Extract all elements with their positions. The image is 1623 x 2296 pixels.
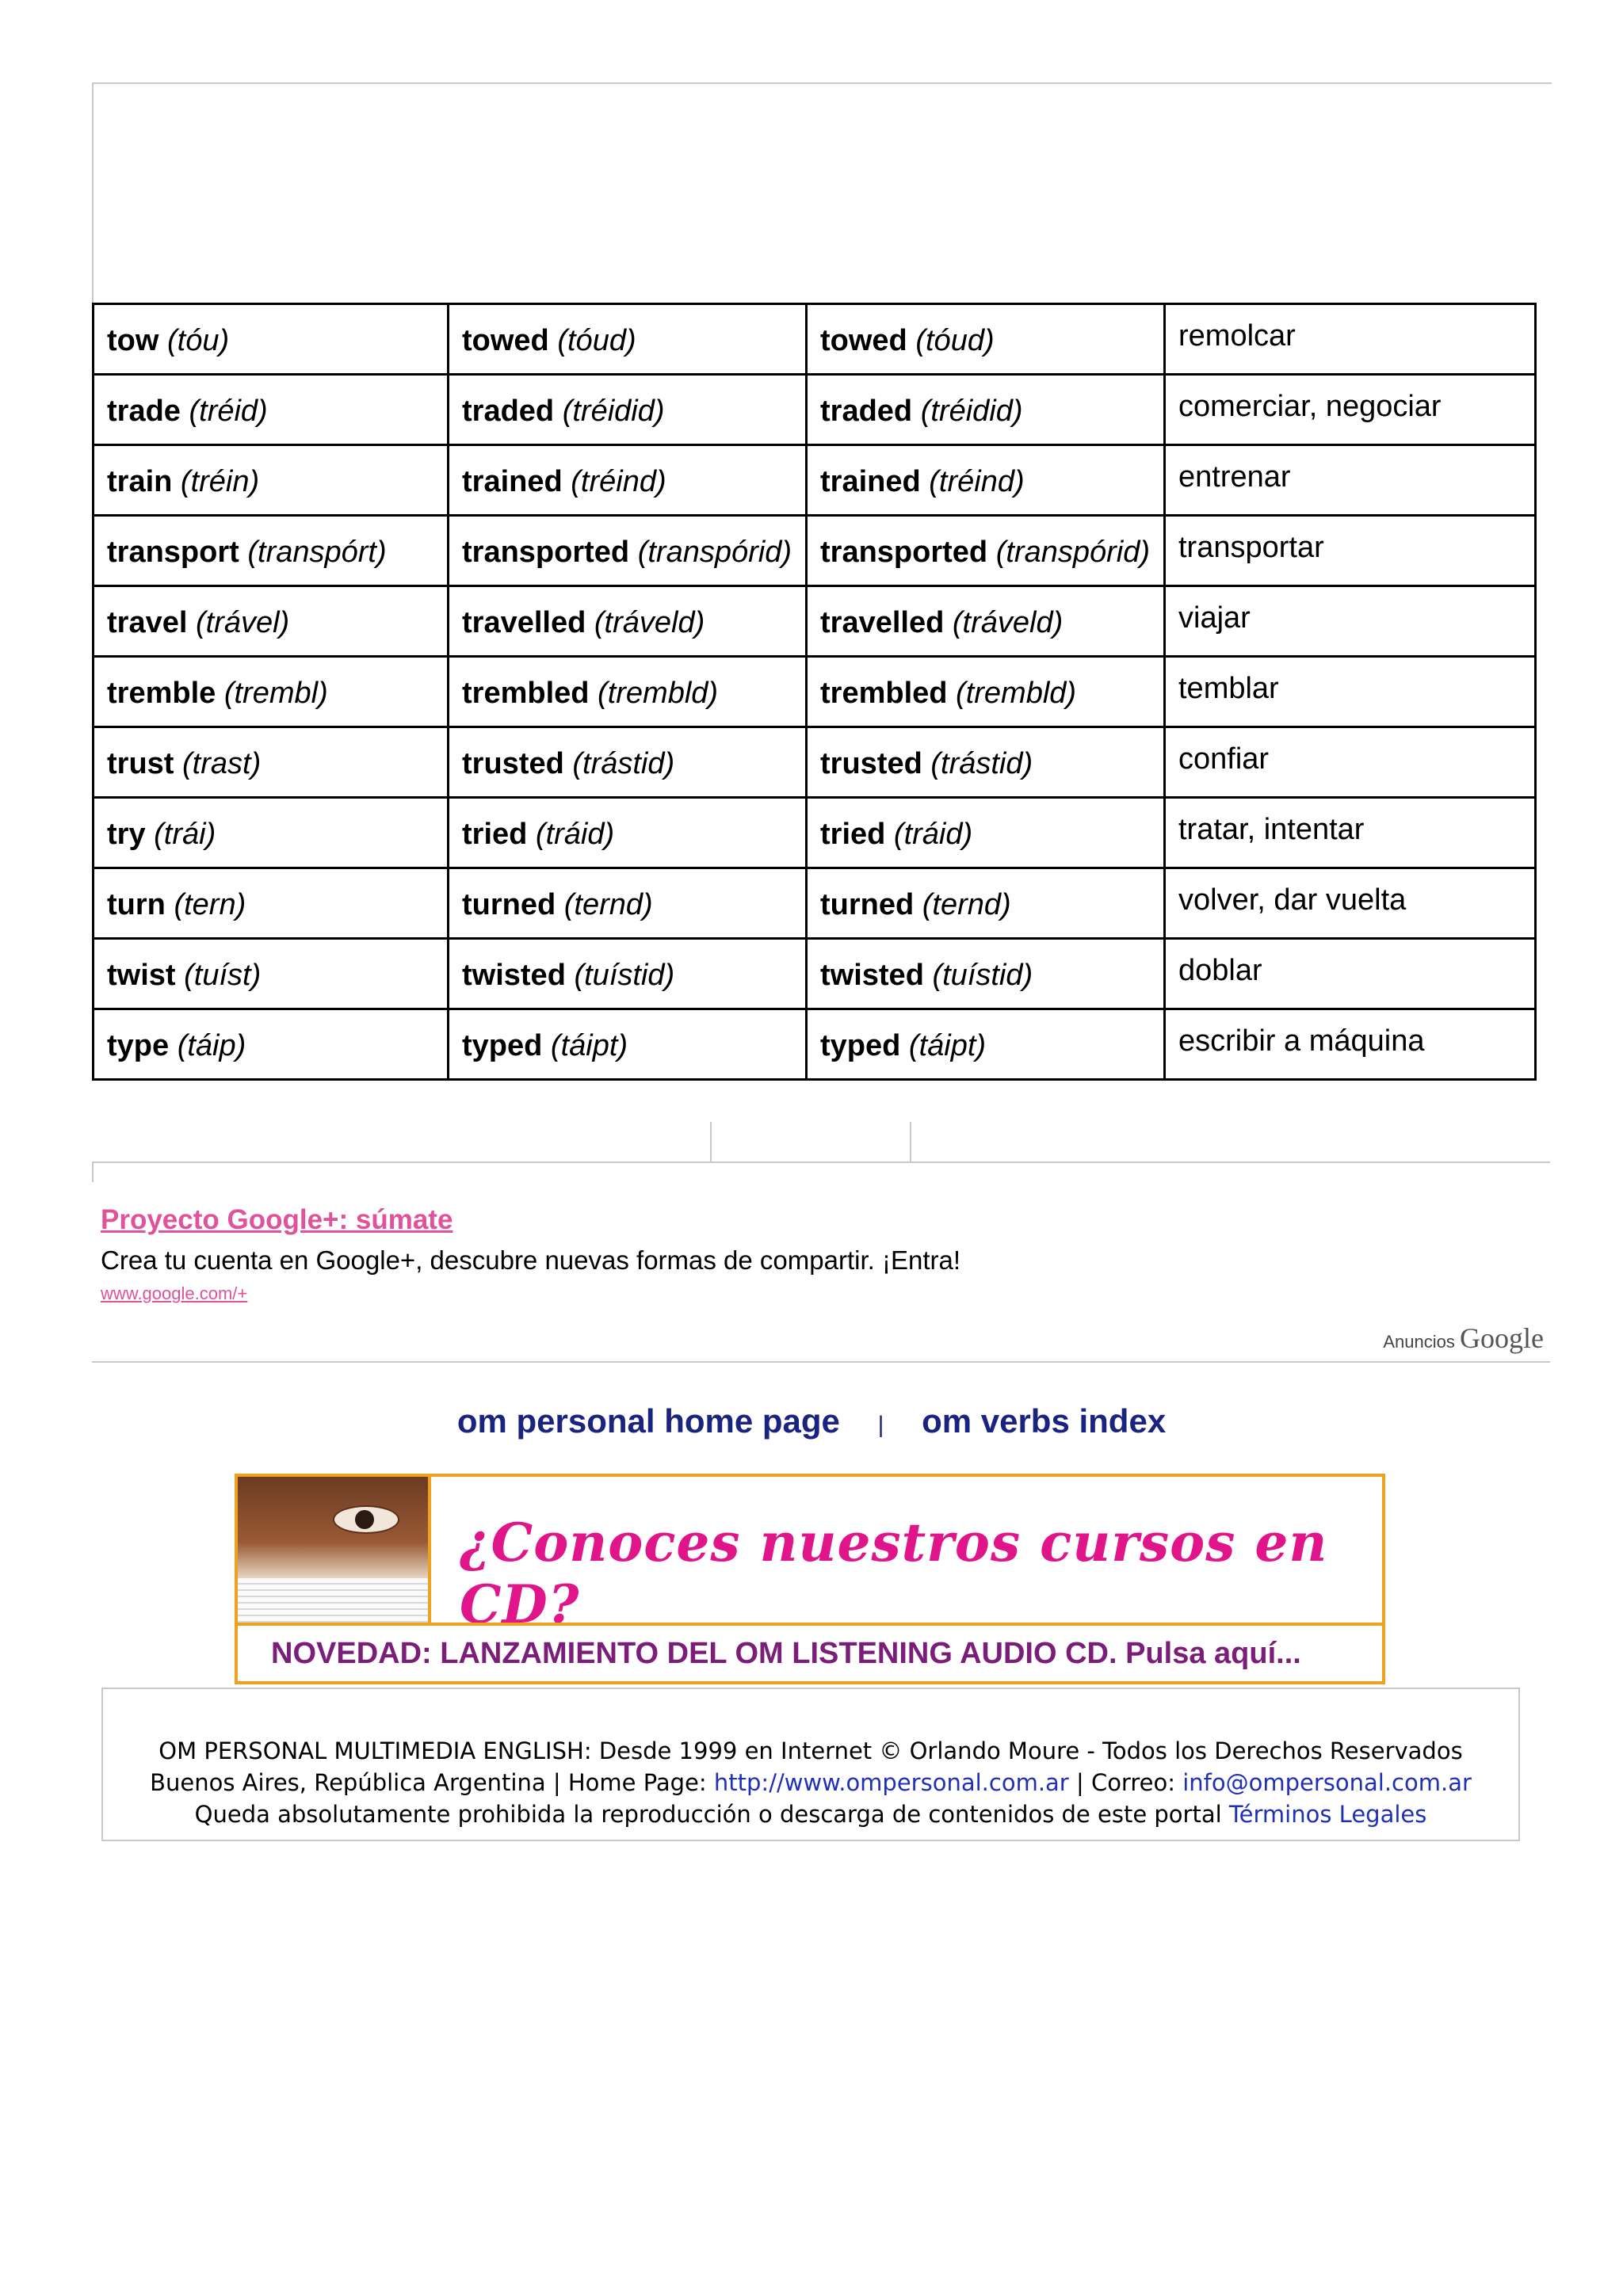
footer-contact-line	[103, 1767, 1518, 1798]
verb-form: tried	[820, 818, 886, 851]
pronunciation: (tern)	[174, 888, 246, 921]
verb-form: tremble	[107, 677, 216, 710]
pronunciation: (tráveld)	[594, 606, 705, 639]
pronunciation: (táip)	[177, 1029, 246, 1062]
pronunciation: (tráid)	[893, 818, 973, 851]
verb-participle-cell	[807, 798, 1165, 868]
pronunciation: (tráid)	[535, 818, 615, 851]
verbs-index-link[interactable]: om verbs index	[922, 1402, 1167, 1440]
pronunciation: (trástid)	[930, 747, 1033, 780]
translation-cell: tratar, intentar	[1165, 798, 1536, 868]
verb-form: turned	[820, 888, 915, 921]
verb-past-cell	[449, 1009, 807, 1080]
verb-form: tried	[462, 818, 528, 851]
verb-form: try	[107, 818, 146, 851]
footer-copyright: OM PERSONAL MULTIMEDIA ENGLISH: Desde 1999 en Internet © Orlando Moure - Todos los Derechos Reservados	[158, 1737, 1463, 1764]
pronunciation: (transpórid)	[637, 536, 792, 569]
pronunciation: (tréidid)	[920, 395, 1023, 428]
verb-form: twisted	[820, 959, 924, 992]
ad-frame-bottom-left	[92, 1161, 94, 1182]
verb-form: trained	[462, 465, 563, 498]
verb-past-cell	[449, 516, 807, 586]
pronunciation: (ternd)	[922, 888, 1011, 921]
pronunciation: (tréidid)	[562, 395, 665, 428]
ads-by-label: Anuncios	[1383, 1332, 1455, 1352]
verb-participle-cell	[807, 1009, 1165, 1080]
ad-frame-bottom-line	[92, 1161, 1550, 1163]
verb-past-cell	[449, 586, 807, 657]
table-under-divider	[710, 1122, 712, 1163]
translation-cell: volver, dar vuelta	[1165, 868, 1536, 939]
pronunciation: (tóu)	[167, 324, 230, 357]
nav-separator: |	[877, 1412, 884, 1438]
translation-cell: escribir a máquina	[1165, 1009, 1536, 1080]
pronunciation: (trembl)	[223, 677, 328, 710]
translation-cell: doblar	[1165, 939, 1536, 1009]
verb-form: tow	[107, 324, 159, 357]
verb-base-cell	[94, 1009, 449, 1080]
pronunciation: (tréind)	[571, 465, 666, 498]
pronunciation: (tóud)	[557, 324, 636, 357]
verb-base-cell	[94, 445, 449, 516]
pronunciation: (trast)	[182, 747, 262, 780]
verb-form: travel	[107, 606, 188, 639]
pronunciation: (táipt)	[908, 1029, 987, 1062]
pronunciation: (trembld)	[598, 677, 719, 710]
verb-row	[94, 657, 1536, 727]
verb-participle-cell	[807, 304, 1165, 375]
translation-cell: transportar	[1165, 516, 1536, 586]
verb-participle-cell	[807, 939, 1165, 1009]
verb-form: trusted	[462, 747, 564, 780]
verb-participle-cell	[807, 516, 1165, 586]
peeking-eye-image	[238, 1477, 431, 1623]
pronunciation: (tuístid)	[574, 959, 675, 992]
footer-mail-label: | Correo:	[1068, 1769, 1183, 1796]
footer-legal-line	[103, 1798, 1518, 1830]
verb-row	[94, 727, 1536, 798]
pronunciation: (tuístid)	[932, 959, 1033, 992]
verb-participle-cell	[807, 586, 1165, 657]
site-nav	[0, 1402, 1623, 1440]
verb-form: transported	[462, 536, 630, 569]
verb-row	[94, 304, 1536, 375]
verb-form: turn	[107, 888, 166, 921]
pronunciation: (trembld)	[956, 677, 1077, 710]
novedad-link[interactable]	[238, 1623, 1382, 1681]
verb-form: transported	[820, 536, 988, 569]
pronunciation: (táipt)	[550, 1029, 628, 1062]
ads-by-google[interactable]	[1383, 1322, 1544, 1355]
verbs-table-body	[94, 304, 1536, 1080]
footer-home-link[interactable]: http://www.ompersonal.com.ar	[713, 1769, 1069, 1796]
verb-row	[94, 445, 1536, 516]
banner-title: ¿Conoces nuestros cursos en CD?	[460, 1512, 1328, 1635]
verb-base-cell	[94, 657, 449, 727]
pronunciation: (ternd)	[563, 888, 653, 921]
site-footer	[101, 1688, 1520, 1841]
verb-form: traded	[462, 395, 555, 428]
verb-form: towed	[462, 324, 549, 357]
translation-cell: entrenar	[1165, 445, 1536, 516]
google-ad	[101, 1204, 960, 1304]
verb-participle-cell	[807, 868, 1165, 939]
verbs-table	[92, 303, 1537, 1081]
verb-row	[94, 516, 1536, 586]
novedad-text: NOVEDAD: LANZAMIENTO DEL OM LISTENING AUDIO CD. Pulsa aquí...	[271, 1637, 1301, 1670]
verb-form: typed	[462, 1029, 543, 1062]
eye-graphic	[333, 1505, 399, 1534]
verb-participle-cell	[807, 657, 1165, 727]
footer-email-link[interactable]: info@ompersonal.com.ar	[1182, 1769, 1472, 1796]
verb-past-cell	[449, 375, 807, 445]
verb-form: trembled	[462, 677, 590, 710]
verb-base-cell	[94, 727, 449, 798]
pronunciation: (tréid)	[189, 395, 268, 428]
verb-form: type	[107, 1029, 170, 1062]
verb-past-cell	[449, 657, 807, 727]
verb-participle-cell	[807, 727, 1165, 798]
verb-row	[94, 586, 1536, 657]
translation-cell: comerciar, negociar	[1165, 375, 1536, 445]
verb-base-cell	[94, 868, 449, 939]
verb-form: trained	[820, 465, 921, 498]
verb-form: towed	[820, 324, 907, 357]
paper-graphic	[238, 1578, 428, 1623]
verb-form: twist	[107, 959, 176, 992]
google-logo: Google	[1460, 1322, 1544, 1354]
ad-separator	[92, 1361, 1550, 1363]
ad-frame-top	[92, 82, 1552, 303]
verb-past-cell	[449, 798, 807, 868]
translation-cell: viajar	[1165, 586, 1536, 657]
pronunciation: (tuíst)	[184, 959, 262, 992]
verb-base-cell	[94, 586, 449, 657]
translation-cell: remolcar	[1165, 304, 1536, 375]
verb-row	[94, 798, 1536, 868]
pronunciation: (tráveld)	[952, 606, 1064, 639]
verb-participle-cell	[807, 375, 1165, 445]
verb-form: trembled	[820, 677, 948, 710]
verb-past-cell	[449, 868, 807, 939]
verb-past-cell	[449, 445, 807, 516]
verb-row	[94, 939, 1536, 1009]
verb-form: trusted	[820, 747, 922, 780]
footer-prohibition: Queda absolutamente prohibida la reproducción o descarga de contenidos de este portal	[194, 1801, 1229, 1828]
verb-participle-cell	[807, 445, 1165, 516]
verb-form: travelled	[820, 606, 945, 639]
verb-row	[94, 868, 1536, 939]
pronunciation: (transpórid)	[995, 536, 1150, 569]
verb-form: turned	[462, 888, 556, 921]
home-page-link[interactable]: om personal home page	[456, 1402, 840, 1440]
pronunciation: (trável)	[195, 606, 290, 639]
footer-location: Buenos Aires, República Argentina | Home Page:	[150, 1769, 714, 1796]
verb-base-cell	[94, 304, 449, 375]
ad-title-link[interactable]: Proyecto Google+: súmate	[101, 1204, 453, 1235]
ad-description: Crea tu cuenta en Google+, descubre nuevas formas de compartir. ¡Entra!	[101, 1245, 961, 1275]
verb-base-cell	[94, 939, 449, 1009]
pronunciation: (tréind)	[929, 465, 1025, 498]
verb-form: travelled	[462, 606, 586, 639]
footer-legal-link[interactable]: Términos Legales	[1228, 1801, 1427, 1828]
verb-past-cell	[449, 727, 807, 798]
verb-row	[94, 375, 1536, 445]
verb-form: transport	[107, 536, 239, 569]
translation-cell: temblar	[1165, 657, 1536, 727]
pronunciation: (tóud)	[915, 324, 995, 357]
verb-form: traded	[820, 395, 913, 428]
verb-past-cell	[449, 304, 807, 375]
table-under-divider	[910, 1122, 911, 1163]
pronunciation: (transpórt)	[247, 536, 387, 569]
verb-base-cell	[94, 798, 449, 868]
verb-form: train	[107, 465, 173, 498]
verb-base-cell	[94, 375, 449, 445]
pronunciation: (tréin)	[180, 465, 260, 498]
verb-base-cell	[94, 516, 449, 586]
verb-form: typed	[820, 1029, 901, 1062]
pronunciation: (trástid)	[572, 747, 675, 780]
cd-courses-banner[interactable]	[235, 1474, 1385, 1684]
verb-form: trust	[107, 747, 174, 780]
ad-url-link[interactable]: www.google.com/+	[101, 1283, 248, 1303]
verb-row	[94, 1009, 1536, 1080]
verb-form: twisted	[462, 959, 566, 992]
translation-cell: confiar	[1165, 727, 1536, 798]
verb-form: trade	[107, 395, 181, 428]
verb-past-cell	[449, 939, 807, 1009]
pronunciation: (trái)	[154, 818, 216, 851]
